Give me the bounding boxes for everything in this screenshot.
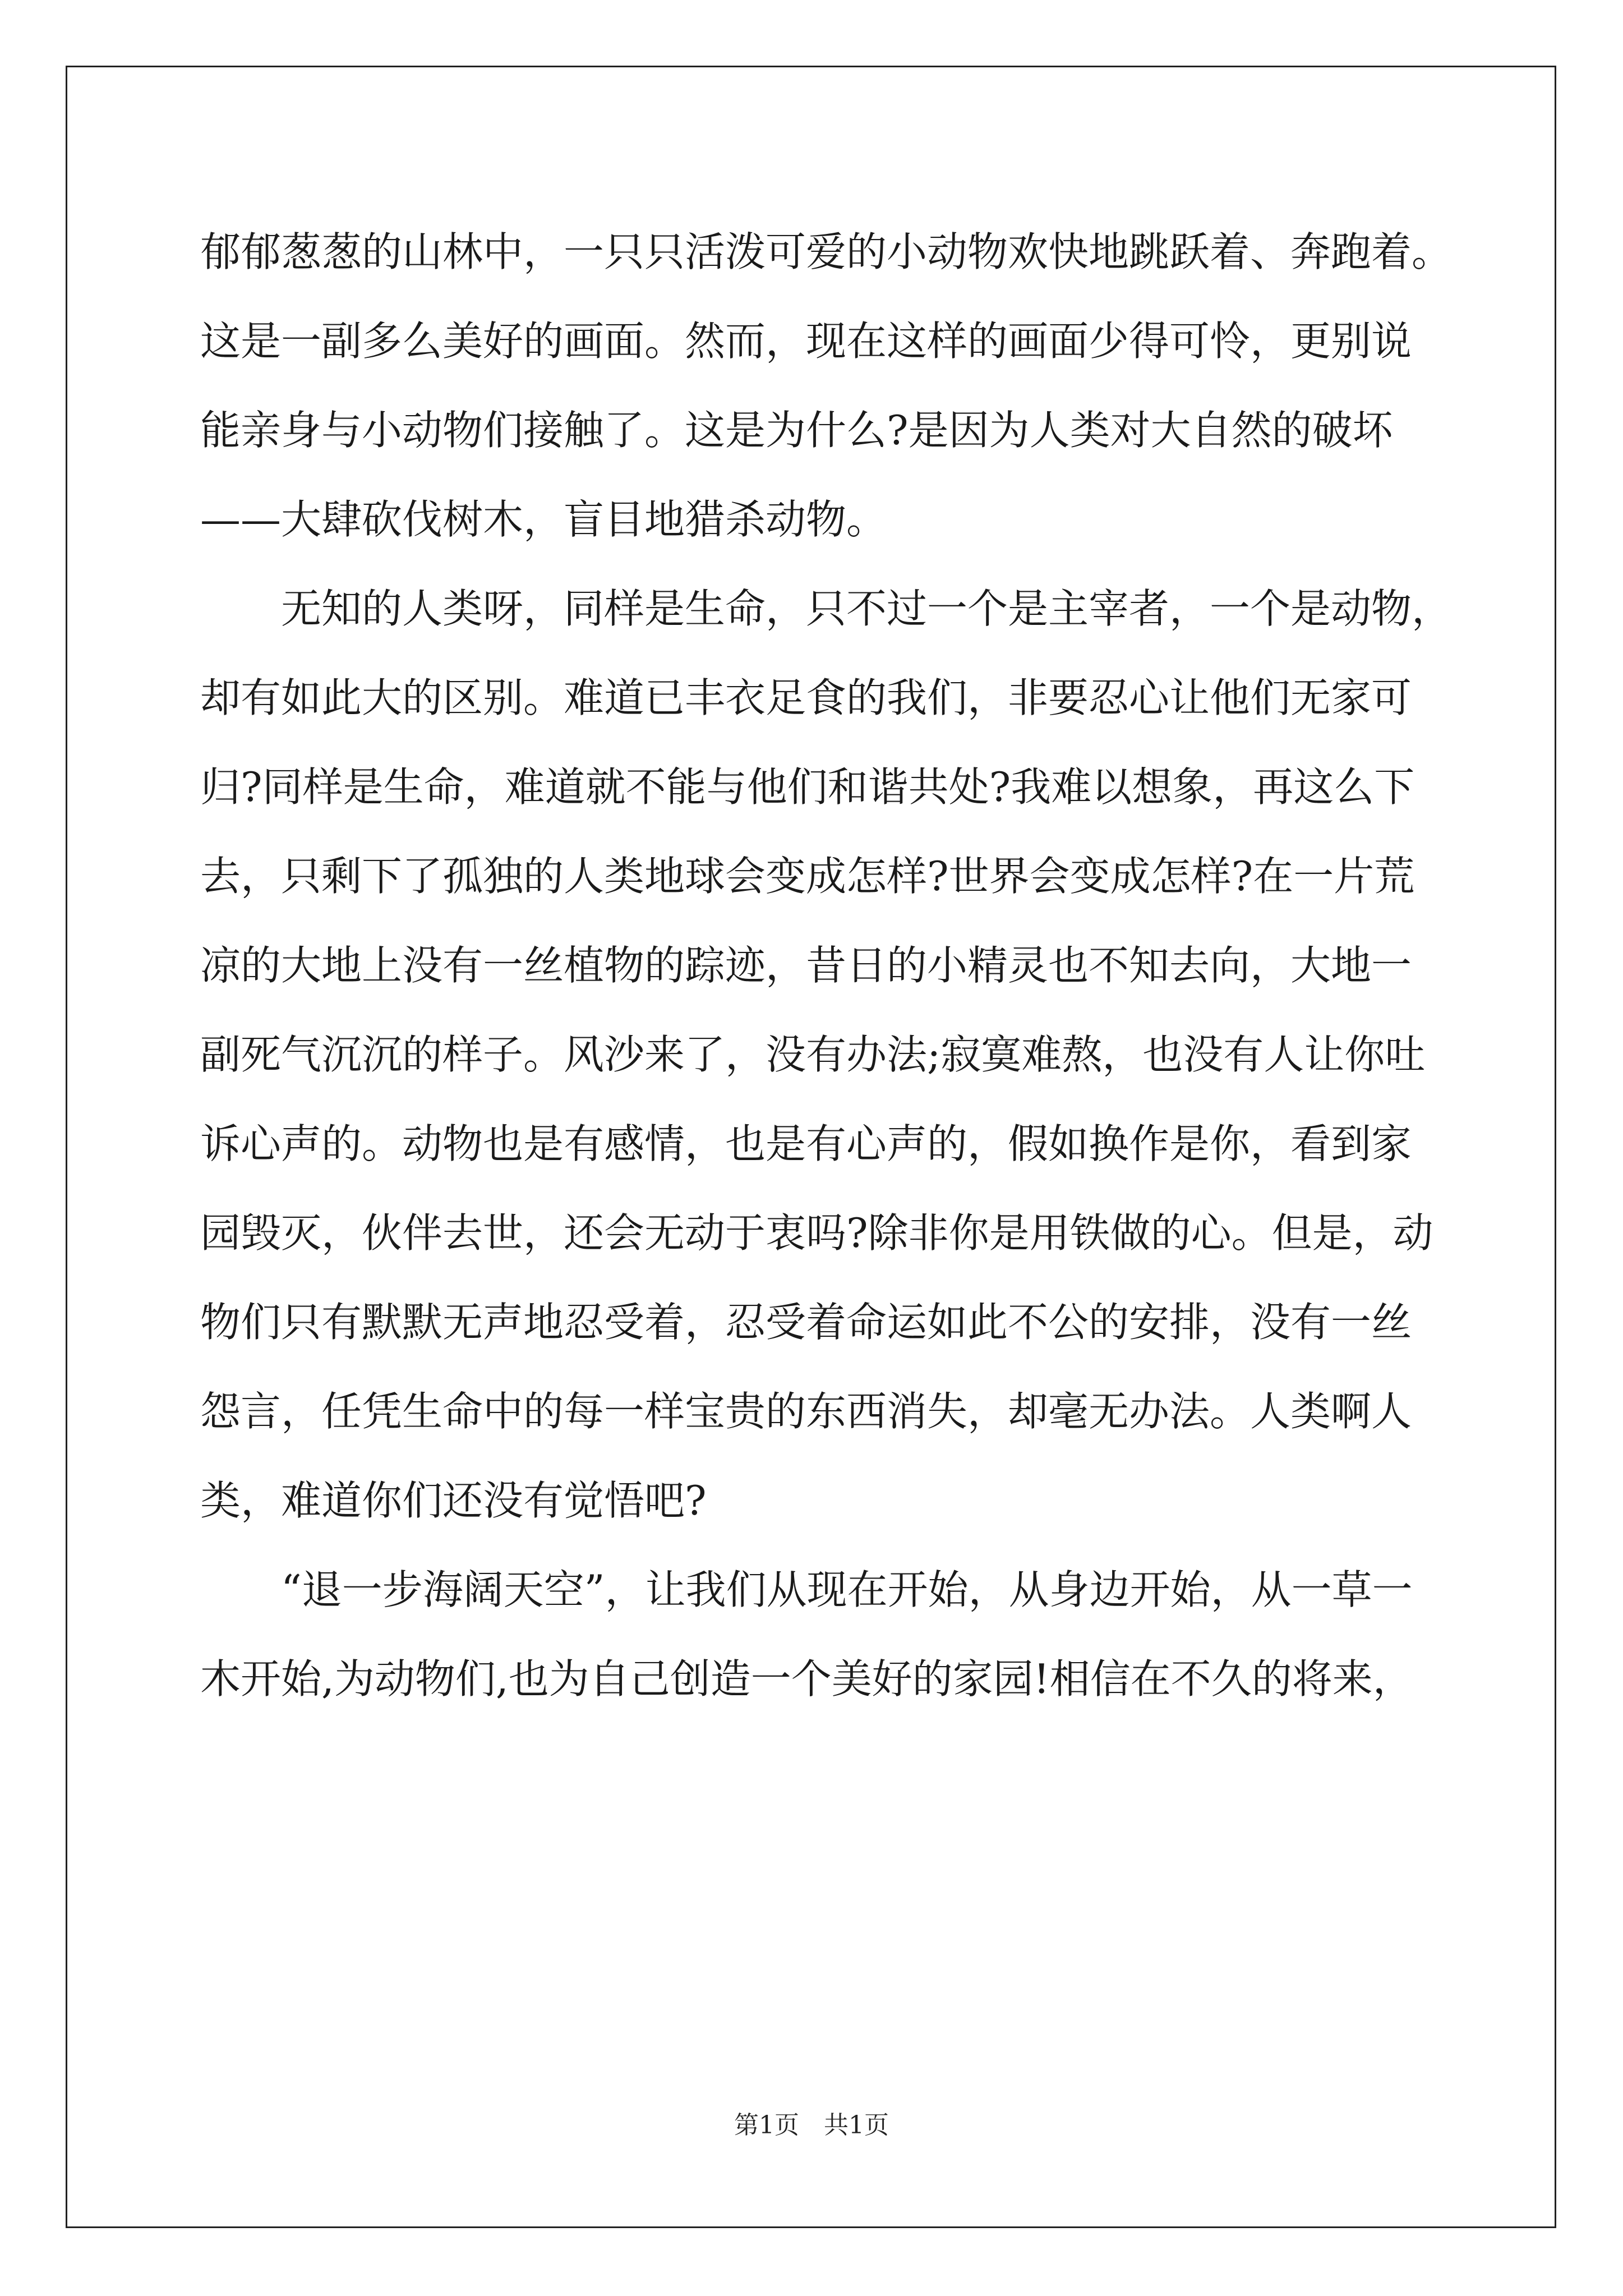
document-body — [200, 208, 1453, 1724]
text-line: 物们只有默默无声地忍受着，忍受着命运如此不公的安排，没有一丝 — [200, 1299, 1412, 1346]
text-line: 归?同样是生命，难道就不能与他们和谐共处?我难以想象，再这么下 — [200, 763, 1415, 811]
text-line: 诉心声的。动物也是有感情，也是有心声的，假如换作是你，看到家 — [200, 1120, 1412, 1167]
page-number-footer: 第1页 共1页 — [734, 2111, 889, 2139]
text-line: 凉的大地上没有一丝植物的踪迹，昔日的小精灵也不知去向，大地一 — [200, 942, 1412, 989]
text-line: 类，难道你们还没有觉悟吧? — [200, 1477, 707, 1524]
text-line: 去，只剩下了孤独的人类地球会变成怎样?世界会变成怎样?在一片荒 — [200, 853, 1415, 900]
text-line: 却有如此大的区别。难道已丰衣足食的我们，非要忍心让他们无家可 — [200, 674, 1412, 721]
text-line: 怨言，任凭生命中的每一样宝贵的东西消失，却毫无办法。人类啊人 — [200, 1388, 1412, 1435]
text-line: 园毁灭，伙伴去世，还会无动于衷吗?除非你是用铁做的心。但是，动 — [200, 1209, 1433, 1257]
text-line: 郁郁葱葱的山林中，一只只活泼可爱的小动物欢快地跳跃着、奔跑着。 — [200, 228, 1453, 275]
text-line: 能亲身与小动物们接触了。这是为什么?是因为人类对大自然的破坏 — [200, 407, 1393, 454]
text-line: ——大肆砍伐树木，盲目地猎杀动物。 — [200, 496, 887, 543]
text-line: 副死气沉沉的样子。风沙来了，没有办法;寂寞难熬，也没有人让你吐 — [200, 1031, 1426, 1078]
text-line: 无知的人类呀，同样是生命，只不过一个是主宰者，一个是动物， — [200, 585, 1453, 632]
text-line: 木开始,为动物们,也为自己创造一个美好的家园!相信在不久的将来， — [200, 1655, 1413, 1703]
text-line: 这是一副多么美好的画面。然而，现在这样的画面少得可怜，更别说 — [200, 318, 1412, 365]
text-line: “退一步海阔天空”，让我们从现在开始，从身边开始，从一草一 — [200, 1566, 1413, 1613]
